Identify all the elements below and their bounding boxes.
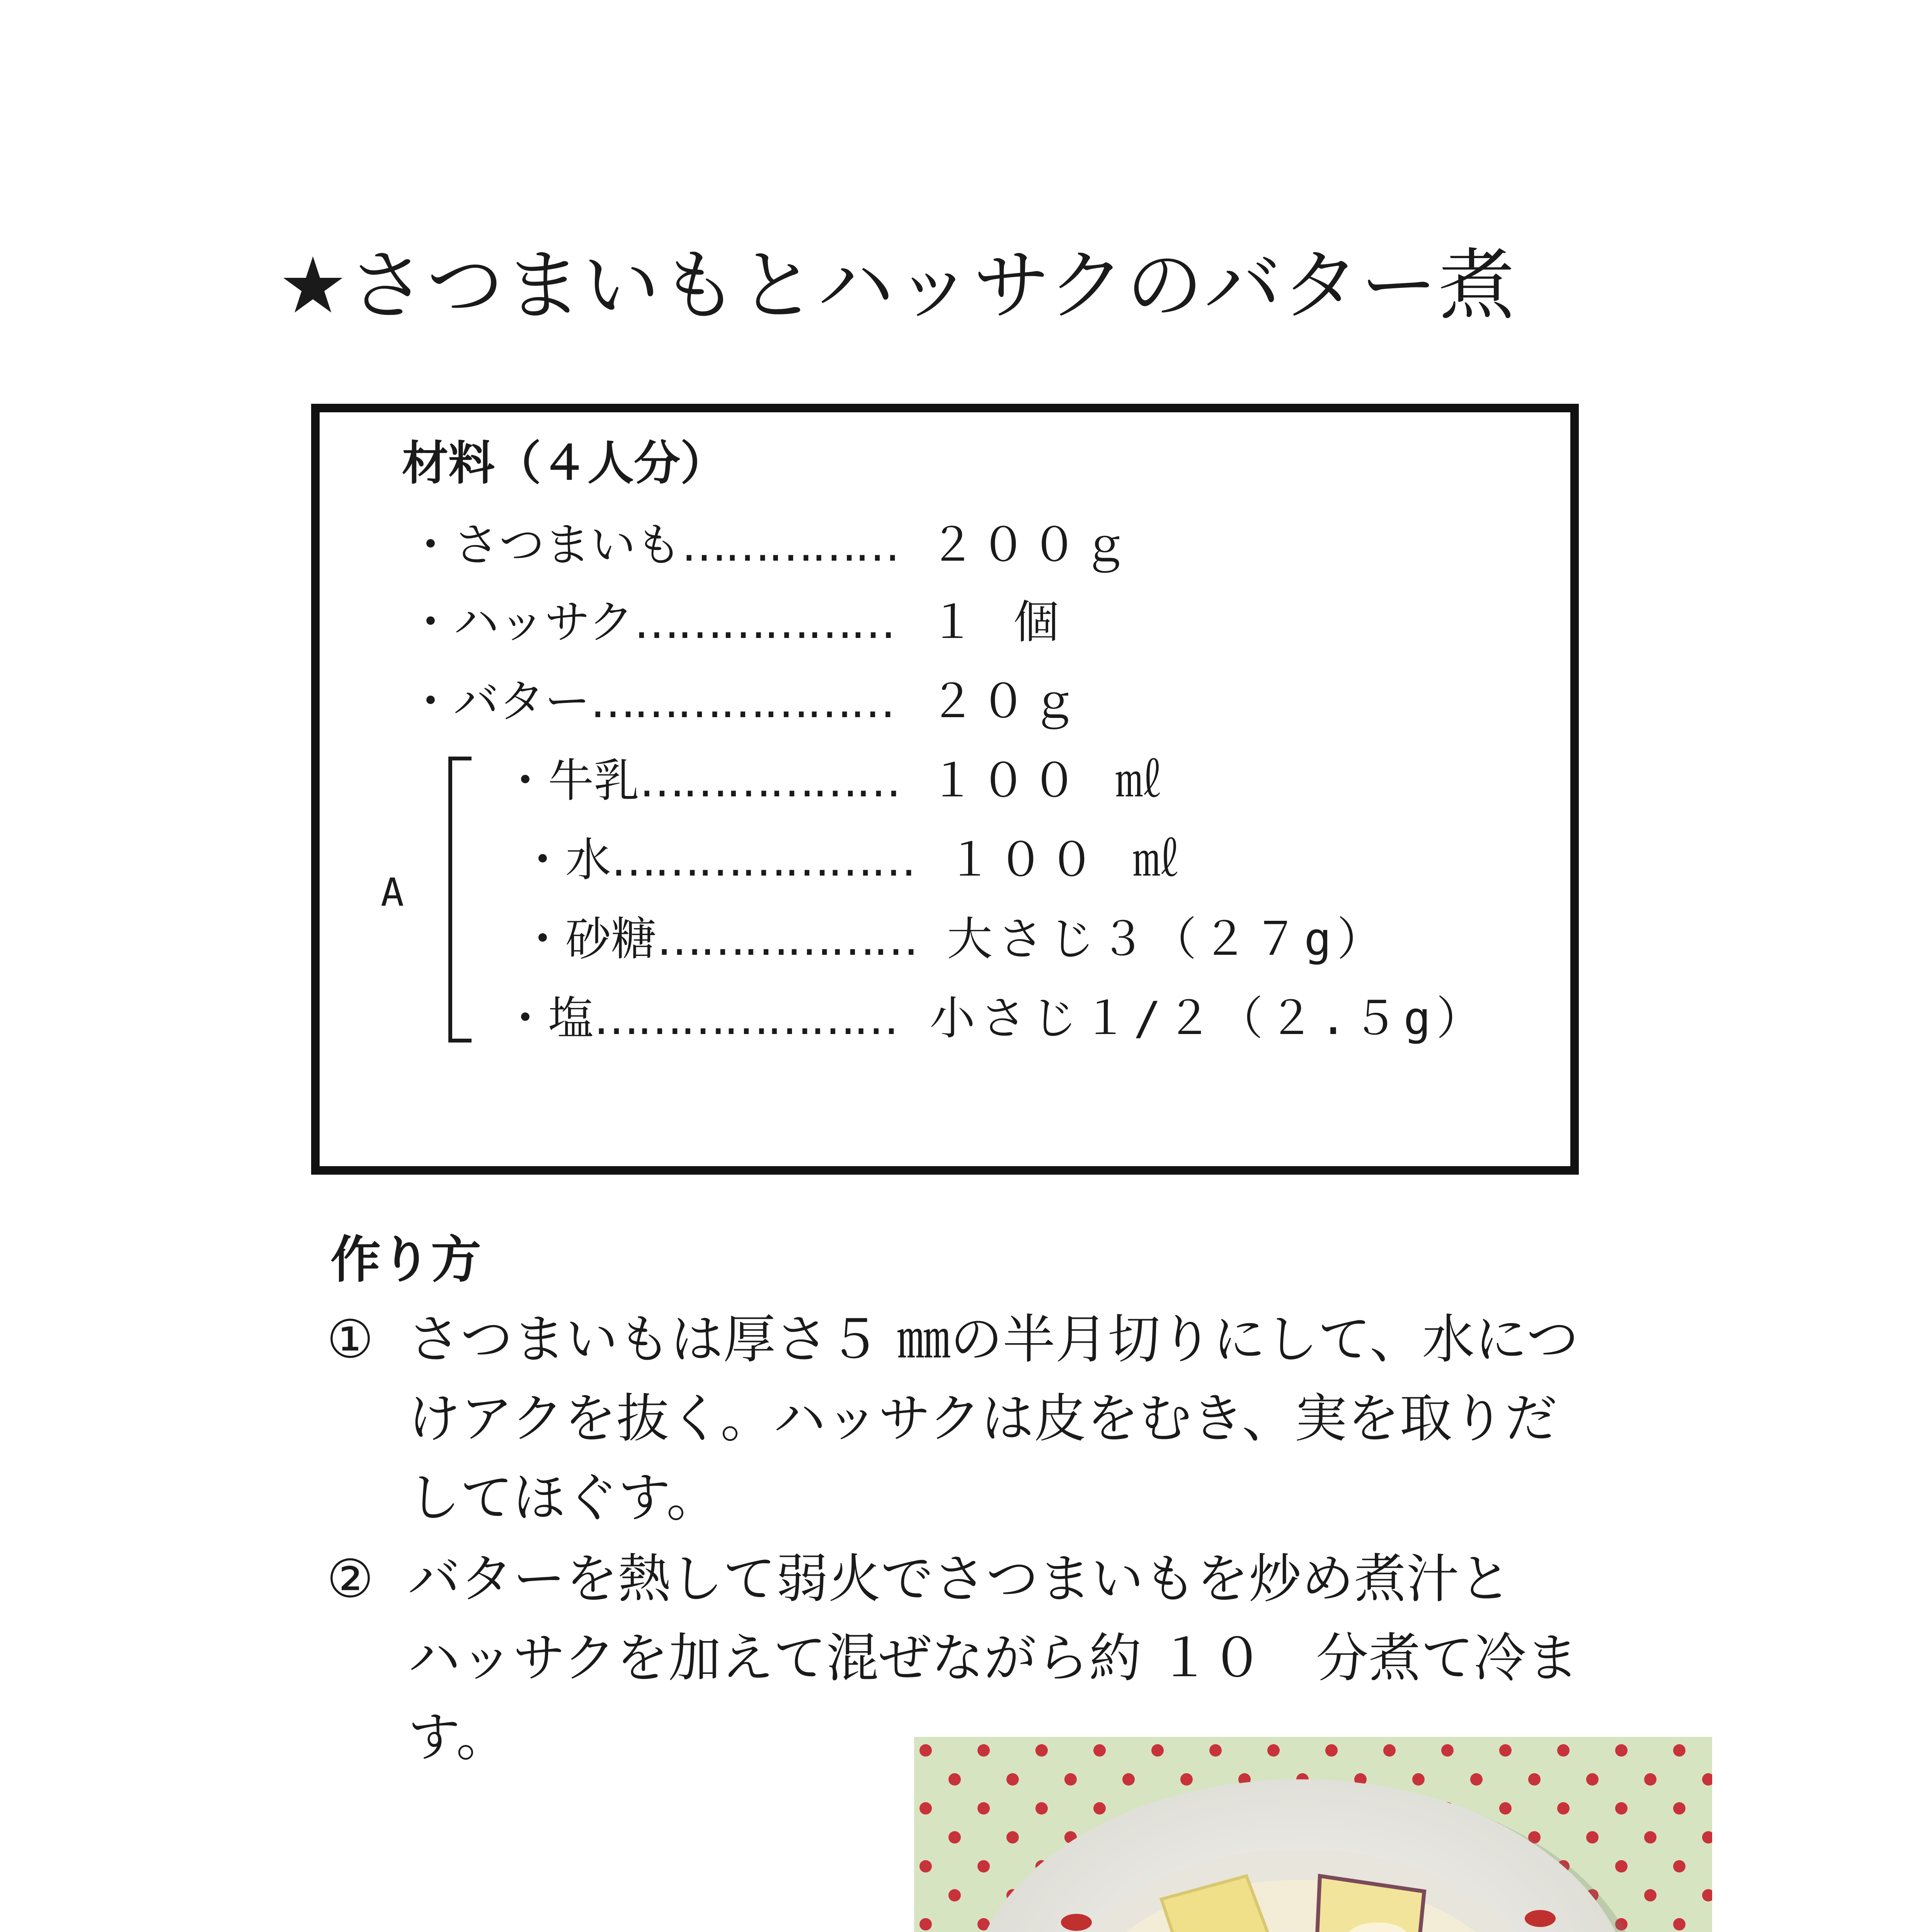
- leader-dots: ………………: [639, 754, 899, 807]
- leader-dots: …………………: [611, 833, 914, 886]
- ingredient-row: [520, 829, 914, 891]
- leader-dots: ………………: [634, 595, 894, 649]
- ingredient-name: ・さつまいも: [408, 518, 682, 571]
- step-line: してほぐす。: [408, 1468, 719, 1529]
- leader-dots: ………………: [657, 912, 917, 966]
- leader-dots: …………………: [594, 992, 897, 1045]
- ingredient-row: [502, 750, 899, 811]
- leader-dots: …………………: [590, 675, 894, 728]
- ingredient-amount: ２００ｇ: [930, 518, 1134, 571]
- ingredient-amount: １ 個: [930, 595, 1065, 649]
- step-line: けアクを抜く。ハッサクは皮をむき、実を取りだ: [408, 1388, 1558, 1449]
- recipe-title: ★さつまいもとハッサクのバター煮: [278, 241, 1517, 331]
- ingredient-name: ・バター: [408, 675, 591, 728]
- ingredient-amount: 大さじ３（２７g）: [947, 912, 1388, 966]
- ingredient-row: [408, 514, 898, 576]
- ingredient-name: ・水: [520, 833, 611, 886]
- method-heading: 作り方: [330, 1230, 482, 1289]
- ingredient-row: [408, 670, 893, 732]
- ingredient-name: ・塩: [502, 992, 594, 1045]
- ingredient-row: [502, 987, 897, 1049]
- step-number: ②: [327, 1549, 374, 1610]
- ingredient-name: ・ハッサク: [408, 595, 634, 649]
- ingredient-amount: 小さじ１/２（２.５g）: [930, 992, 1488, 1045]
- step-line: ハッサクを加えて混ぜながら約 １０ 分煮て冷ま: [408, 1628, 1579, 1689]
- ingredient-name: ・牛乳: [502, 754, 640, 807]
- ingredient-amount: ２０ｇ: [930, 675, 1083, 728]
- group-label: A: [381, 870, 404, 915]
- dish-photo: [914, 1737, 1712, 1932]
- step-line: さつまいもは厚さ５ ㎜の半月切りにして、水につ: [408, 1309, 1579, 1370]
- ingredient-amount: １００ ㎖: [930, 754, 1167, 807]
- leader-dots: ……………: [681, 518, 898, 571]
- ingredient-row: [408, 591, 894, 653]
- step-line: バターを熱して弱火でさつまいもを炒め煮汁と: [408, 1549, 1512, 1610]
- group-bracket: [448, 757, 472, 1043]
- ingredient-amount: １００ ㎖: [947, 833, 1184, 886]
- ingredients-heading: 材料（４人分）: [402, 437, 727, 490]
- step-line: す。: [408, 1707, 509, 1768]
- step-number: ①: [327, 1309, 374, 1370]
- ingredient-row: [520, 908, 916, 970]
- ingredient-name: ・砂糖: [520, 912, 657, 966]
